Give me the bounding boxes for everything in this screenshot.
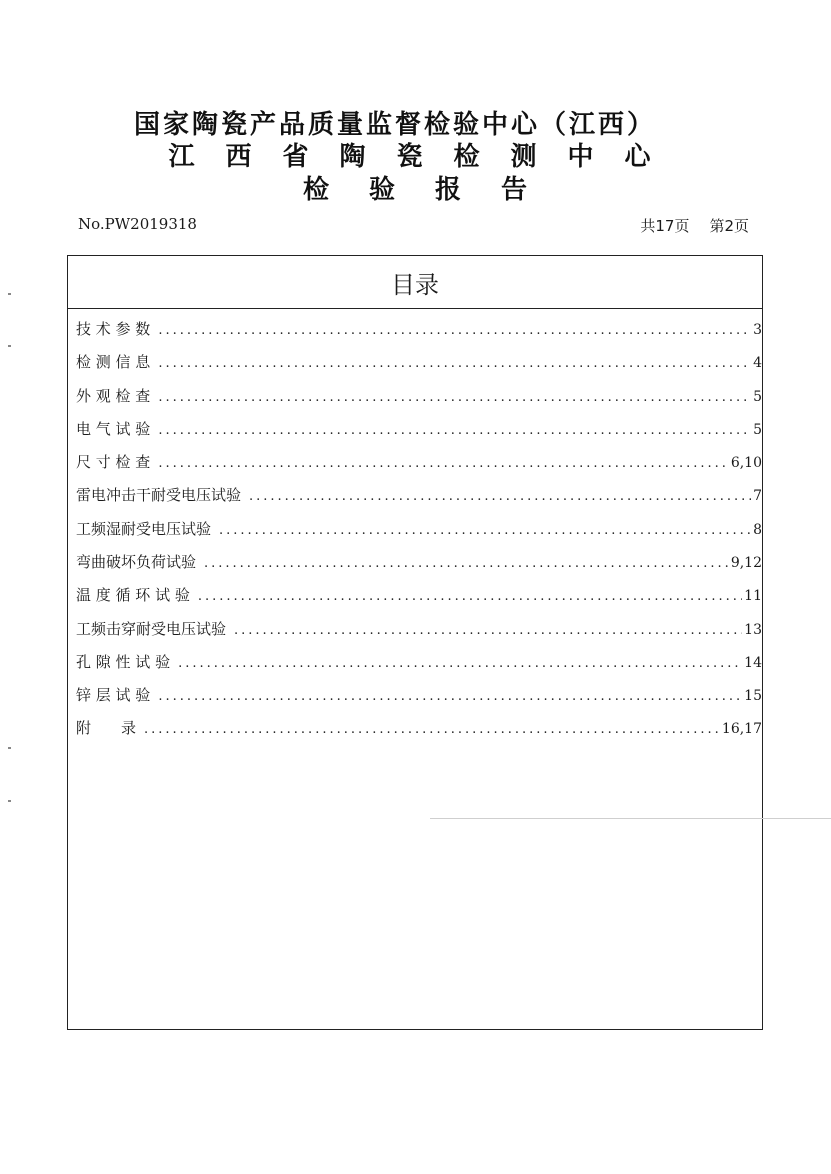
scan-speck <box>8 293 11 295</box>
toc-entry[interactable] <box>76 519 762 539</box>
toc-leader-dots <box>158 388 751 408</box>
toc-leader-dots <box>158 687 742 707</box>
toc-entry-page: 14 <box>744 655 762 671</box>
toc-entry-label: 附 录 <box>76 719 137 737</box>
toc-entry-label: 技 术 参 数 <box>76 320 151 338</box>
toc-entry-label: 检 测 信 息 <box>76 353 151 371</box>
toc-entry-page: 8 <box>753 522 762 538</box>
toc-entry[interactable] <box>76 552 762 572</box>
current-page: 第2页 <box>709 217 749 235</box>
center-subtitle: 江西省陶瓷检测中心 <box>168 142 682 172</box>
scan-speck <box>8 345 11 347</box>
toc-entry-label: 工频湿耐受电压试验 <box>76 520 212 538</box>
toc-entry-page: 13 <box>744 622 762 638</box>
toc-entry[interactable] <box>76 718 762 738</box>
toc-leader-dots <box>249 487 751 507</box>
toc-entry-label: 雷电冲击干耐受电压试验 <box>76 486 242 504</box>
scan-speck <box>8 747 11 749</box>
report-number: No.PW2019318 <box>78 215 197 233</box>
scan-artifact-line <box>430 818 831 819</box>
toc-entry-page: 15 <box>744 688 762 704</box>
toc-leader-dots <box>219 521 751 541</box>
toc-leader-dots <box>158 421 751 441</box>
page-info <box>640 215 749 236</box>
toc-entry[interactable] <box>76 452 762 472</box>
toc-entry-page: 5 <box>753 422 762 438</box>
toc-leader-dots <box>144 720 720 740</box>
toc-entry-label: 弯曲破坏负荷试验 <box>76 553 197 571</box>
toc-entry-page: 6,10 <box>730 455 762 471</box>
toc-box <box>67 255 763 1030</box>
toc-entry-page: 16,17 <box>721 721 762 737</box>
toc-entry[interactable] <box>76 619 762 639</box>
toc-entry-label: 外 观 检 查 <box>76 387 151 405</box>
toc-entry[interactable] <box>76 652 762 672</box>
toc-leader-dots <box>158 354 751 374</box>
report-title: 检验报告 <box>302 175 567 205</box>
toc-leader-dots <box>158 454 729 474</box>
toc-entry-page: 11 <box>744 588 762 604</box>
toc-entry-page: 5 <box>753 389 762 405</box>
toc-leader-dots <box>178 654 742 674</box>
total-pages: 共17页 <box>640 217 690 235</box>
toc-entry-label: 锌 层 试 验 <box>76 686 151 704</box>
toc-entry[interactable] <box>76 352 762 372</box>
toc-entry-page: 3 <box>753 322 762 338</box>
toc-leader-dots <box>204 554 729 574</box>
toc-entry-label: 电 气 试 验 <box>76 420 151 438</box>
center-name-title: 国家陶瓷产品质量监督检验中心（江西） <box>133 110 656 140</box>
toc-entry[interactable] <box>76 585 762 605</box>
toc-entry-page: 9,12 <box>730 555 762 571</box>
toc-entry-label: 工频击穿耐受电压试验 <box>76 620 227 638</box>
toc-entry[interactable] <box>76 386 762 406</box>
toc-heading: 目录 <box>68 256 762 309</box>
toc-entry[interactable] <box>76 419 762 439</box>
toc-entry[interactable] <box>76 485 762 505</box>
toc-entry-label: 温 度 循 环 试 验 <box>76 586 190 604</box>
toc-leader-dots <box>198 587 742 607</box>
toc-leader-dots <box>158 321 751 341</box>
toc-entry-page: 4 <box>753 355 762 371</box>
toc-entry-label: 孔 隙 性 试 验 <box>76 653 171 671</box>
toc-entry[interactable] <box>76 685 762 705</box>
toc-entry-label: 尺 寸 检 查 <box>76 453 151 471</box>
toc-leader-dots <box>234 621 742 641</box>
scan-speck <box>8 800 11 802</box>
toc-entry-page: 7 <box>753 488 762 504</box>
toc-entry[interactable] <box>76 319 762 339</box>
